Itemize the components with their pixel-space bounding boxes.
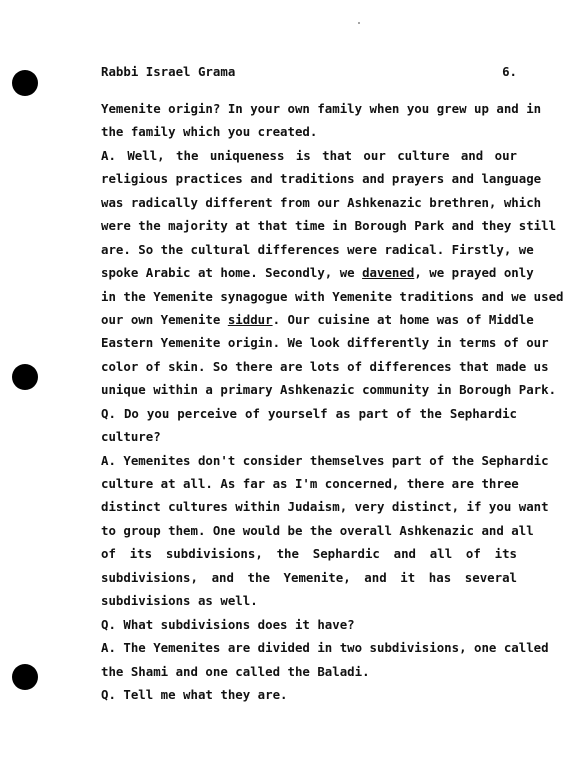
line-text: spoke Arabic at home. Secondly, we (101, 265, 363, 281)
line-text: to group them. One would be the overall Ashkenazic and all (101, 522, 534, 538)
underlined-term: davened (362, 265, 415, 281)
line-text: in the Yemenite synagogue with Yemenite traditions and we used (101, 288, 564, 304)
transcript-line (101, 97, 542, 120)
line-text: culture at all. As far as I'm concerned, there are three (101, 476, 519, 491)
transcript-line (101, 449, 549, 472)
line-text: subdivisions as well. (101, 593, 258, 609)
transcript-line (101, 472, 517, 495)
transcript-line (101, 355, 549, 378)
line-text: are. So the cultural differences were radical. Firstly, we (101, 241, 534, 257)
line-text: culture? (101, 429, 161, 445)
line-text: A. Well, the uniqueness is that our culture and our (101, 147, 517, 163)
transcript-line (101, 261, 534, 284)
line-text: was radically different from our Ashkenazic brethren, which (101, 194, 542, 210)
line-text: A. The Yemenites are divided in two subdivisions, one called (101, 640, 549, 656)
underlined-term: siddur (227, 311, 273, 327)
line-text: Yemenite origin? In your own family when you grew up and in (101, 101, 542, 116)
scan-speck (358, 22, 360, 24)
transcript-line (101, 191, 542, 214)
transcript-line (101, 308, 534, 331)
line-text: color of skin. So there are lots of differences that made us (101, 358, 549, 374)
line-text: of its subdivisions, the Sephardic and all of its (101, 546, 517, 562)
line-text: subdivisions, and the Yemenite, and it has several (101, 569, 517, 585)
transcript-line (101, 542, 517, 565)
binder-hole (12, 70, 38, 96)
line-text: the Shami and one called the Baladi. (101, 663, 370, 679)
transcript-line (101, 566, 517, 589)
transcript-line (101, 285, 564, 308)
page-number: 6. (502, 64, 517, 79)
transcript-line (101, 589, 517, 612)
line-text: Q. Tell me what they are. (101, 686, 288, 702)
transcript-body (101, 97, 564, 706)
line-text: . Our cuisine at home was of Middle (272, 311, 534, 327)
transcript-line (101, 425, 517, 448)
transcript-line (101, 331, 549, 354)
transcript-line (101, 144, 517, 167)
line-text: unique within a primary Ashkenazic community in Borough Park. (101, 382, 557, 398)
binder-hole (12, 364, 38, 390)
transcript-line (101, 519, 534, 542)
header-title: Rabbi Israel Grama (101, 64, 236, 79)
line-text: Q. What subdivisions does it have? (101, 616, 355, 632)
transcript-line (101, 238, 534, 261)
transcript-line (101, 214, 557, 237)
transcript-line (101, 495, 549, 518)
transcript-line (101, 636, 549, 659)
transcript-line (101, 402, 517, 425)
line-text: , we prayed only (414, 265, 534, 281)
line-text: religious practices and traditions and prayers and language (101, 171, 542, 187)
transcript-line (101, 683, 517, 706)
line-text: distinct cultures within Judaism, very distinct, if you want (101, 499, 549, 515)
page-header (101, 64, 517, 79)
line-text: Eastern Yemenite origin. We look differently in terms of our (101, 335, 549, 351)
line-text: Q. Do you perceive of yourself as part of the Sephardic (101, 405, 517, 421)
line-text: our own Yemenite (101, 311, 228, 327)
transcript-line (101, 167, 542, 190)
line-text: the family which you created. (101, 124, 318, 140)
transcript-line (101, 120, 517, 143)
transcript-line (101, 613, 517, 636)
line-text: A. Yemenites don't consider themselves part of the Sephardic (101, 452, 549, 468)
transcript-line (101, 378, 557, 401)
transcript-line (101, 660, 517, 683)
line-text: were the majority at that time in Borough Park and they still (101, 218, 557, 234)
binder-hole (12, 664, 38, 690)
